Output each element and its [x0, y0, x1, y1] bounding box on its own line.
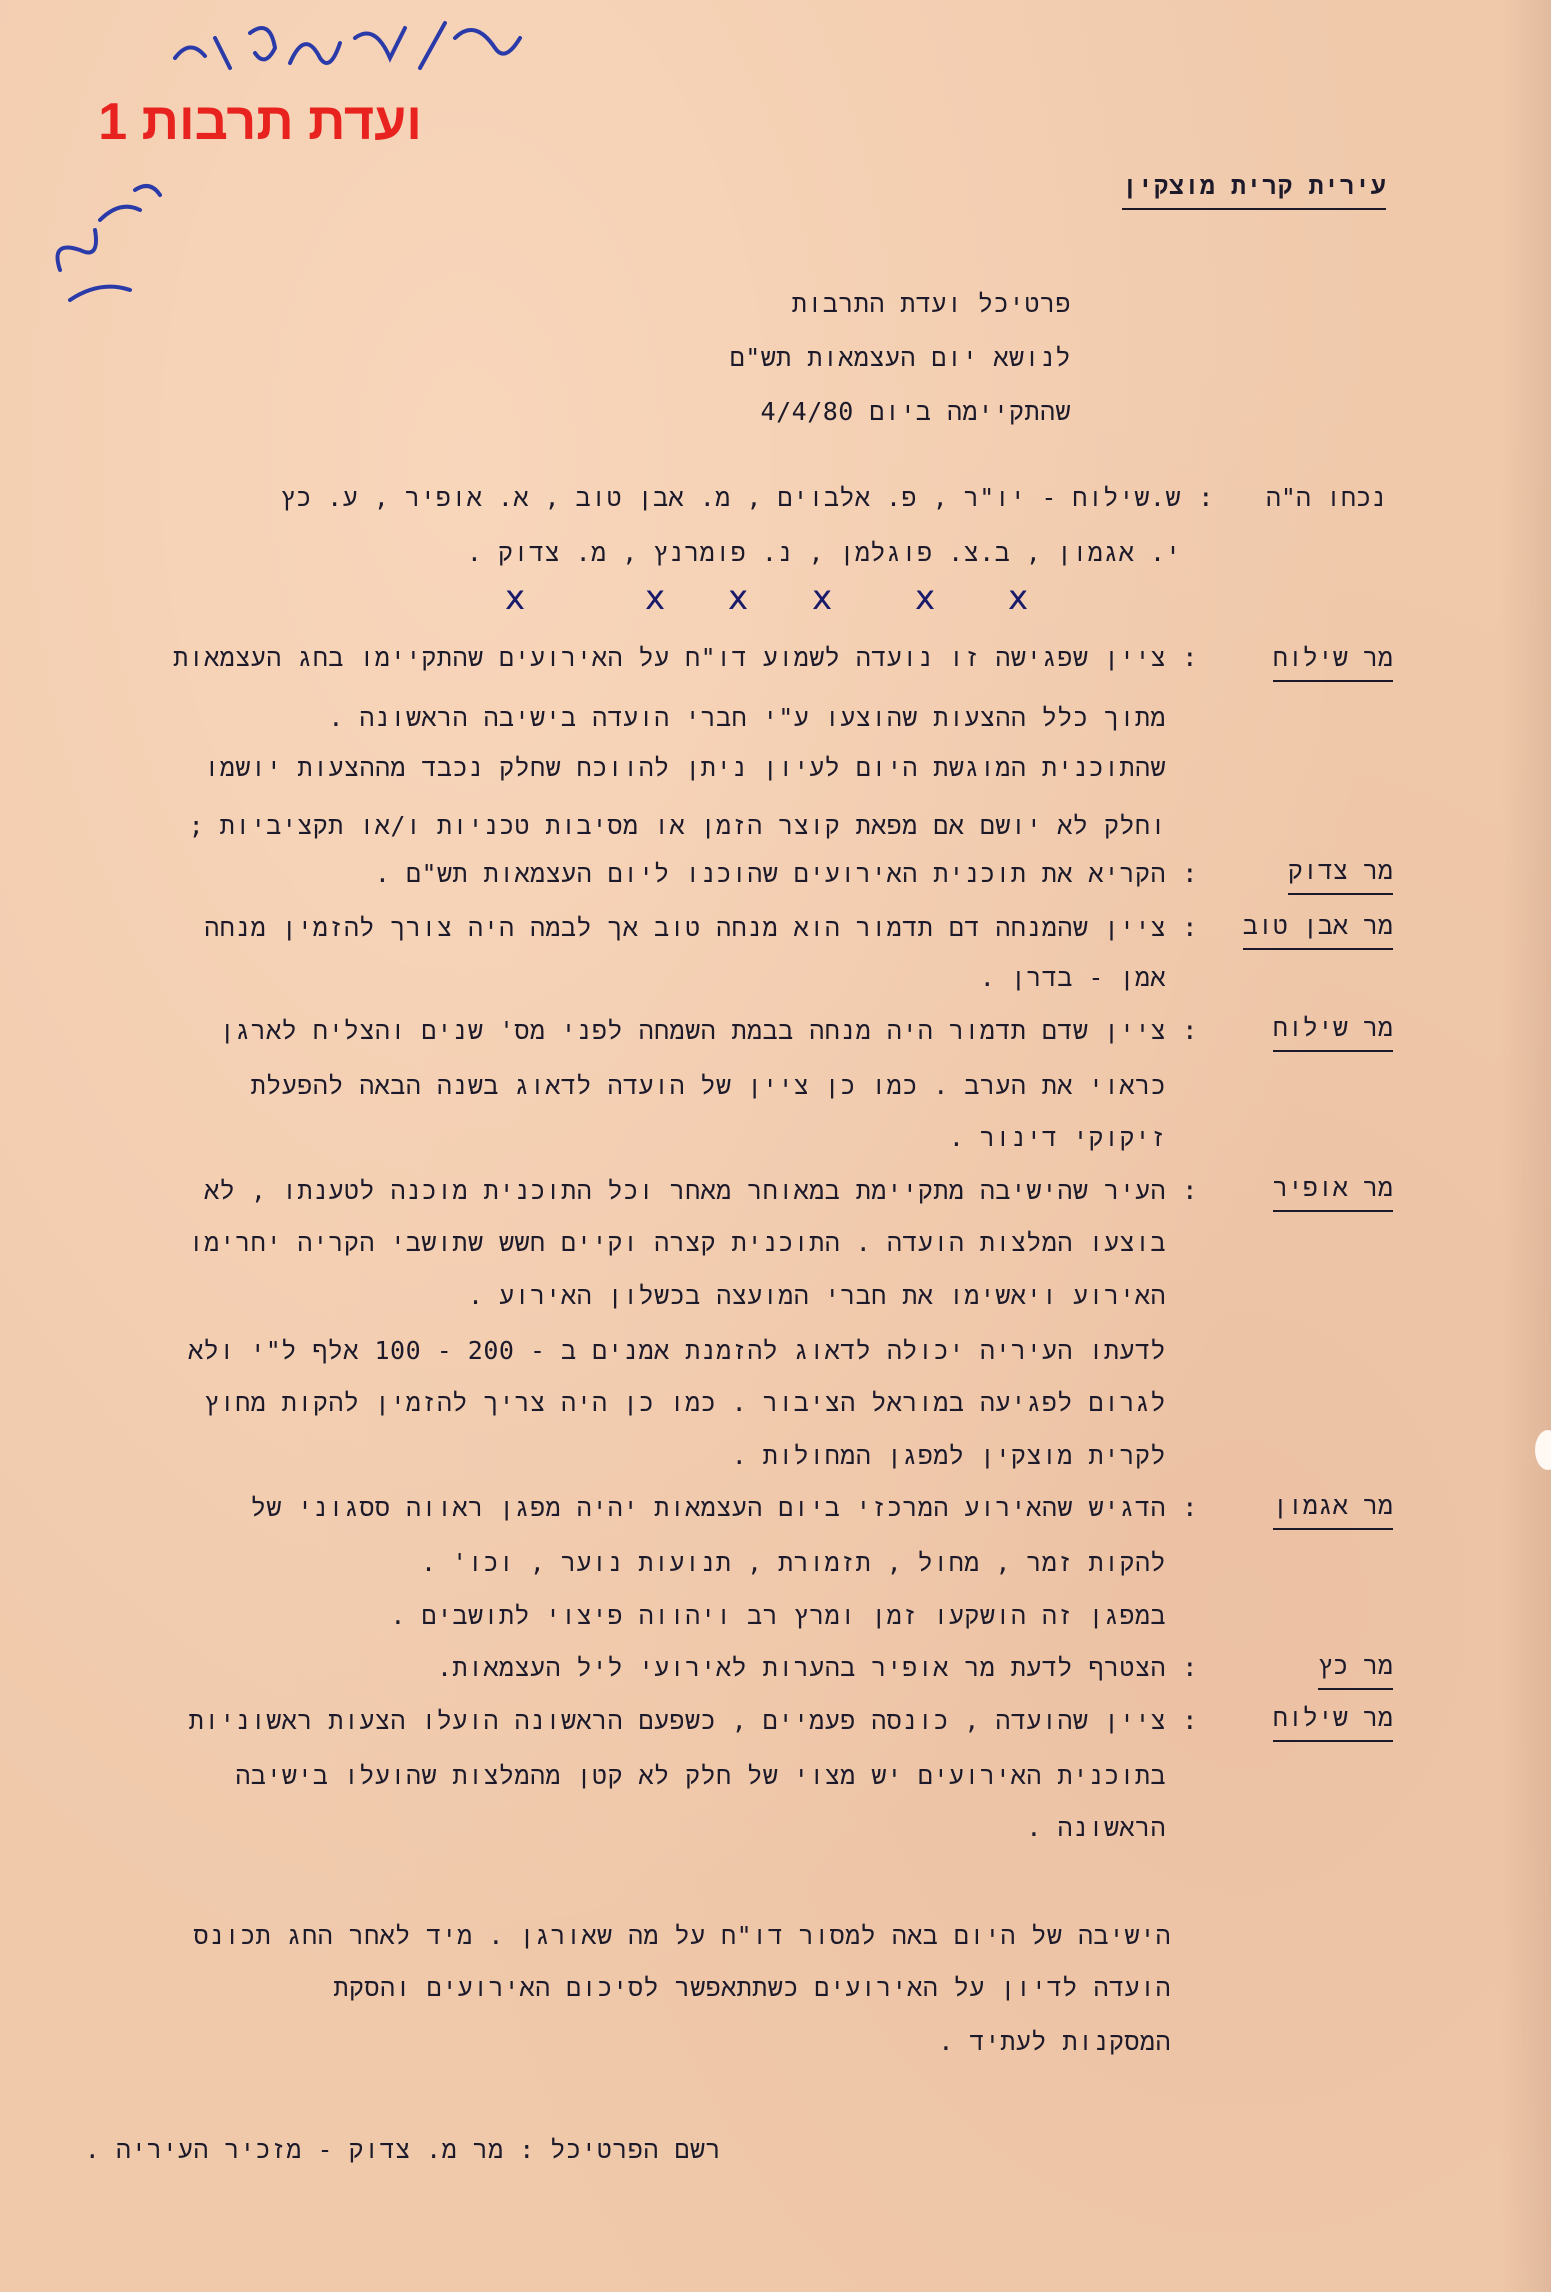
closing-line: הועדה לדיון על האירועים כשתתאפשר לסיכום האירועים והסקת [333, 1973, 1171, 2002]
attendance-label: נכחו ה"ה [1265, 483, 1386, 512]
colon: : [1182, 1493, 1198, 1523]
colon: : [1182, 913, 1198, 943]
entry-line: מתוך כלל ההצעות שהוצעו ע"י חברי הועדה בישיבה הראשונה . [328, 703, 1166, 732]
entry-line: הקריא את תוכנית האירועים שהוכנו ליום העצמאות תש"ם . [374, 859, 1166, 888]
entry-line: שהתוכנית המוגשת היום לעיון ניתן להווכח שחלק נכבד מההצעות יושמו [204, 753, 1166, 782]
entry-line: הדגיש שהאירוע המרכזי ביום העצמאות יהיה מפגן ראווה ססגוני של [250, 1493, 1166, 1522]
x-mark: x [1008, 578, 1029, 618]
entry-line: הראשונה . [1026, 1813, 1166, 1842]
colon: : [1198, 483, 1214, 513]
title-line-3: שהתקיימה ביום 4/4/80 [760, 397, 1071, 426]
colon: : [1182, 1016, 1198, 1046]
recorder-line: רשם הפרטיכל : מר מ. צדוק - מזכיר העיריה . [84, 2135, 721, 2164]
colon: : [1182, 643, 1198, 673]
entry-line: זיקוקי דינור . [948, 1123, 1166, 1152]
attendance-line-1: ש.שילוח - יו"ר , פ. אלבוים , מ. אבן טוב , א. אופיר , ע. כץ [280, 483, 1181, 512]
page-edge-shadow [1501, 0, 1551, 2292]
entry-line: בתוכנית האירועים יש מצוי של חלק לא קטן מהמלצות שהועלו בישיבה [235, 1761, 1166, 1790]
x-mark: x [728, 578, 749, 618]
title-line-2: לנושא יום העצמאות תש"ם [729, 343, 1071, 372]
municipality-header: עירית קרית מוצקין [1122, 168, 1386, 210]
entry-line: כראוי את הערב . כמו כן ציין של הועדה לדאוג בשנה הבאה להפעלת [250, 1071, 1166, 1100]
closing-line: הישיבה של היום באה למסור דו"ח על מה שאורגן . מיד לאחר החג תכונס [193, 1921, 1171, 1950]
x-mark: x [812, 578, 833, 618]
speaker-name: מר כץ [1318, 1648, 1393, 1690]
red-stamp-label: ועדת תרבות 1 [98, 93, 422, 151]
colon: : [1182, 1653, 1198, 1683]
attendance-line-2: י. אגמון , ב.צ. פוגלמן , נ. פומרנץ , מ. צדוק . [466, 538, 1181, 567]
x-mark: x [645, 578, 666, 618]
x-mark: x [505, 578, 526, 618]
entry-line: וחלק לא יושם אם מפאת קוצר הזמן או מסיבות טכניות ו/או תקציביות ; [188, 811, 1166, 840]
entry-line: במפגן זה הושקעו זמן ומרץ רב ויהווה פיצוי לתושבים . [390, 1601, 1166, 1630]
speaker-name: מר שילוח [1273, 1700, 1393, 1742]
entry-line: בוצעו המלצות הועדה . התוכנית קצרה וקיים חשש שתושבי הקריה יחרימו [188, 1228, 1166, 1257]
entry-line: לדעתו העיריה יכולה לדאוג להזמנת אמנים ב - 200 - 100 אלף ל"י ולא [188, 1336, 1166, 1365]
entry-line: האירוע ויאשימו את חברי המועצה בכשלון האירוע . [467, 1281, 1166, 1310]
colon: : [1182, 1176, 1198, 1206]
colon: : [1182, 1706, 1198, 1736]
speaker-name: מר אגמון [1273, 1488, 1393, 1530]
entry-line: לגרום לפגיעה במוראל הציבור . כמו כן היה צריך להזמין להקות מחוץ [204, 1388, 1166, 1417]
closing-line: המסקנות לעתיד . [938, 2027, 1171, 2056]
handwritten-side-note [45, 200, 135, 247]
entry-line: הצטרף לדעת מר אופיר בהערות לאירועי ליל העצמאות. [436, 1653, 1166, 1682]
entry-line: להקות זמר , מחול , תזמורת , תנועות נוער , וכו' . [421, 1548, 1166, 1577]
colon: : [1182, 859, 1198, 889]
entry-line: ציין שפגישה זו נועדה לשמוע דו"ח על האירועים שהתקיימו בחג העצמאות [173, 643, 1166, 672]
entry-line: לקרית מוצקין למפגן המחולות . [731, 1441, 1166, 1470]
speaker-name: מר שילוח [1273, 1010, 1393, 1052]
x-mark: x [915, 578, 936, 618]
entry-line: ציין שהועדה , כונסה פעמיים , כשפעם הראשונה הועלו הצעות ראשוניות [188, 1706, 1166, 1735]
title-line-1: פרטיכל ועדת התרבות [791, 289, 1071, 318]
speaker-name: מר שילוח [1273, 640, 1393, 682]
speaker-name: מר אופיר [1273, 1170, 1393, 1212]
handwritten-reference [160, 14, 424, 79]
entry-line: העיר שהישיבה מתקיימת במאוחר מאחר וכל התוכנית מוכנה לטענתו , לא [204, 1176, 1166, 1205]
entry-line: אמן - בדרן . [979, 963, 1166, 992]
speaker-name: מר אבן טוב [1243, 908, 1393, 950]
entry-line: ציין שהמנחה דם תדמור הוא מנחה טוב אך לבמה היה צורך להזמין מנחה [204, 913, 1166, 942]
speaker-name: מר צדוק [1288, 853, 1393, 895]
entry-line: ציין שדם תדמור היה מנחה בבמת השמחה לפני מס' שנים והצליח לארגן [219, 1016, 1166, 1045]
